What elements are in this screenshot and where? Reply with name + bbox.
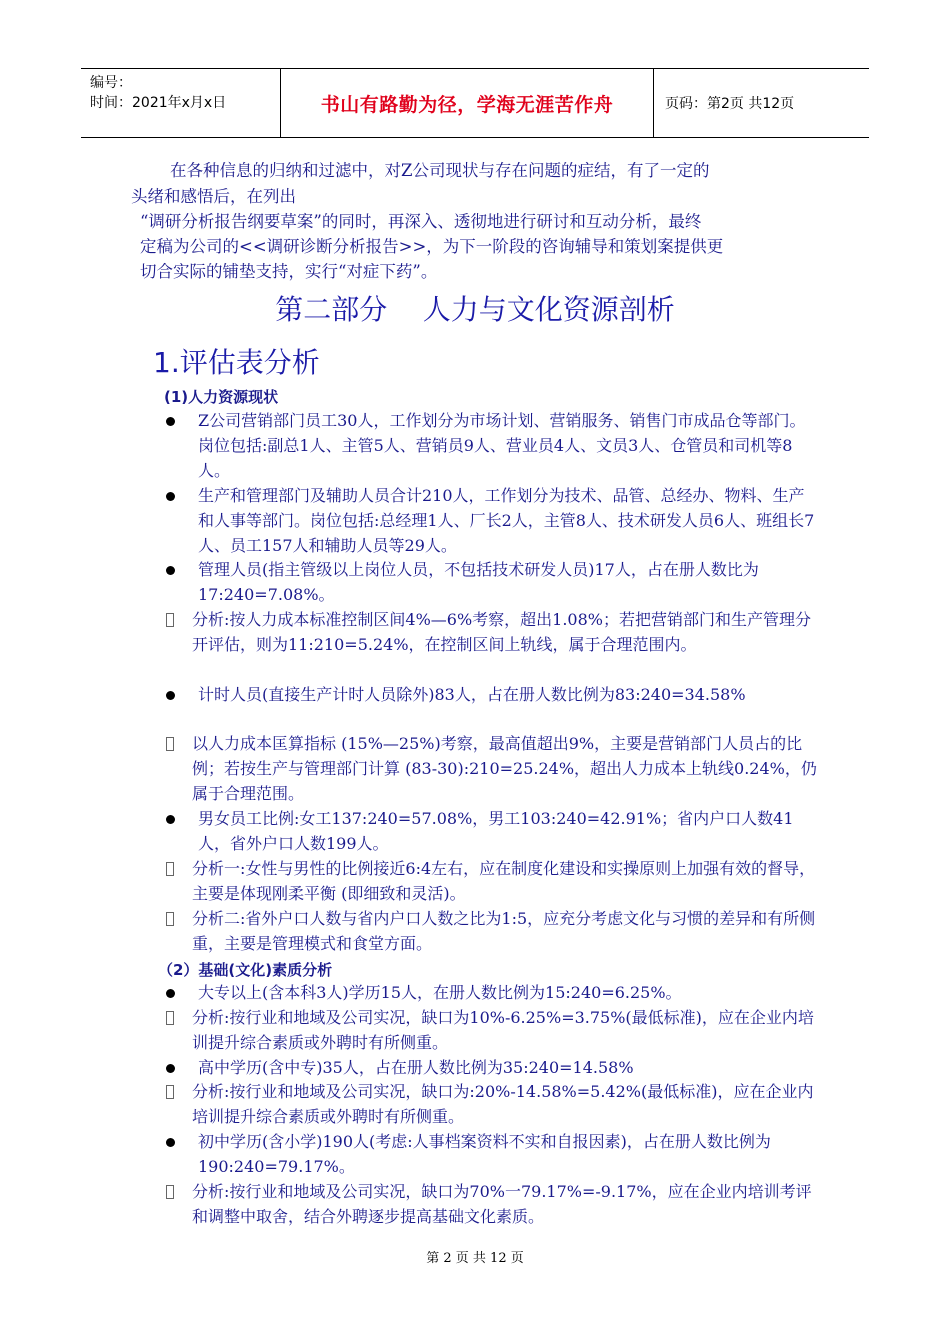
missing-glyph-icon bbox=[166, 862, 174, 876]
part1-title: (1)人力资源现状 bbox=[164, 388, 279, 406]
page-header bbox=[81, 68, 869, 138]
intro-line: 头绪和感悟后，在列出 bbox=[131, 187, 296, 206]
list-item: 计时人员(直接生产计时人员除外)83人，占在册人数比例为83:240=34.58% bbox=[160, 682, 820, 707]
missing-glyph-icon bbox=[166, 912, 174, 926]
bullet-dot-icon bbox=[166, 1064, 175, 1073]
header-motto-cell bbox=[281, 69, 654, 137]
list-item: 男女员工比例:女工137:240=57.08%，男工103:240=42.91%；省内户口人数41人，省外户口人数199人。 bbox=[160, 806, 820, 856]
missing-glyph-icon bbox=[166, 1011, 174, 1025]
missing-glyph-icon bbox=[166, 1085, 174, 1099]
list-item: 大专以上(含本科3人)学历15人，在册人数比例为15:240=6.25%。 bbox=[160, 980, 820, 1005]
missing-glyph-icon bbox=[166, 613, 174, 627]
header-motto: 书山有路勤为径，学海无涯苦作舟 bbox=[320, 93, 614, 116]
list-item: 初中学历(含小学)190人(考虑:人事档案资料不实和自报因素)，占在册人数比例为190:240=79.17%。 bbox=[160, 1129, 820, 1179]
list-item: Z公司营销部门员工30人，工作划分为市场计划、营销服务、销售门市成品仓等部门。岗位包括:副总1人、主管5人、营销员9人、营业员4人、文员3人、仓管员和司机等8人。 bbox=[160, 408, 820, 483]
analysis-item: 分析:按人力成本标准控制区间4%—6%考察，超出1.08%；若把营销部门和生产管理分开评估，则为11:210=5.24%，在控制区间上轨线，属于合理范围内。 bbox=[160, 607, 820, 657]
analysis-item: 以人力成本匡算指标 (15%—25%)考察，最高值超出9%，主要是营销部门人员占的比例；若按生产与管理部门计算 (83-30):210=25.24%，超出人力成本上轨线0.24%，仍属于合理范围。 bbox=[160, 731, 820, 806]
header-meta bbox=[81, 69, 281, 137]
list-item: 管理人员(指主管级以上岗位人员，不包括技术研发人员)17人，占在册人数比为17:240=7.08%。 bbox=[160, 557, 820, 607]
bullet-dot-icon bbox=[166, 815, 175, 824]
missing-glyph-icon bbox=[166, 1185, 174, 1199]
bullet-dot-icon bbox=[166, 492, 175, 501]
bullet-dot-icon bbox=[166, 1138, 175, 1147]
list-item: 生产和管理部门及辅助人员合计210人，工作划分为技术、品管、总经办、物料、生产和人事等部门。岗位包括:总经理1人、厂长2人，主管8人、技术研发人员6人、班组长7人、员工157人和辅助人员等29人。 bbox=[160, 483, 820, 558]
subsection-title: 1.评估表分析 bbox=[153, 346, 320, 379]
analysis-item: 分析:按行业和地域及公司实况，缺口为10%-6.25%=3.75%(最低标准)，应在企业内培训提升综合素质或外聘时有所侧重。 bbox=[160, 1005, 820, 1055]
intro-line: “调研分析报告纲要草案”的同时，再深入、透彻地进行研讨和互动分析，最终 bbox=[140, 212, 702, 231]
analysis-item: 分析二:省外户口人数与省内户口人数之比为1:5，应充分考虑文化与习惯的差异和有所侧重，主要是管理模式和食堂方面。 bbox=[160, 906, 820, 956]
document-number-label: 编号： bbox=[90, 75, 132, 91]
bullet-dot-icon bbox=[166, 691, 175, 700]
intro-line: 定稿为公司的<<调研诊断分析报告>>，为下一阶段的咨询辅导和策划案提供更 bbox=[140, 237, 724, 256]
header-page-info: 页码：第2页 共12页 bbox=[665, 96, 795, 112]
bullet-dot-icon bbox=[166, 989, 175, 998]
page-footer: 第 2 页 共 12 页 bbox=[426, 1251, 524, 1266]
analysis-item: 分析:按行业和地域及公司实况，缺口为:20%-14.58%=5.42%(最低标准)，应在企业内培训提升综合素质或外聘时有所侧重。 bbox=[160, 1079, 820, 1129]
analysis-item: 分析一:女性与男性的比例接近6:4左右，应在制度化建设和实操原则上加强有效的督导，主要是体现刚柔平衡 (即细致和灵活)。 bbox=[160, 856, 820, 906]
bullet-dot-icon bbox=[166, 417, 175, 426]
section-title: 第二部分 人力与文化资源剖析 bbox=[275, 293, 675, 326]
document-date: 时间：2021年x月x日 bbox=[90, 95, 227, 111]
analysis-item: 分析:按行业和地域及公司实况，缺口为70%一79.17%=-9.17%，应在企业内培训考评和调整中取舍，结合外聘逐步提高基础文化素质。 bbox=[160, 1179, 820, 1229]
part2-title: （2）基础(文化)素质分析 bbox=[158, 961, 333, 979]
list-item: 高中学历(含中专)35人，占在册人数比例为35:240=14.58% bbox=[160, 1055, 820, 1080]
intro-line: 切合实际的铺垫支持，实行“对症下药”。 bbox=[140, 262, 438, 281]
missing-glyph-icon bbox=[166, 737, 174, 751]
bullet-dot-icon bbox=[166, 566, 175, 575]
intro-line: 在各种信息的归纳和过滤中，对Z公司现状与存在问题的症结，有了一定的 bbox=[170, 161, 710, 180]
header-page-cell bbox=[654, 69, 869, 137]
